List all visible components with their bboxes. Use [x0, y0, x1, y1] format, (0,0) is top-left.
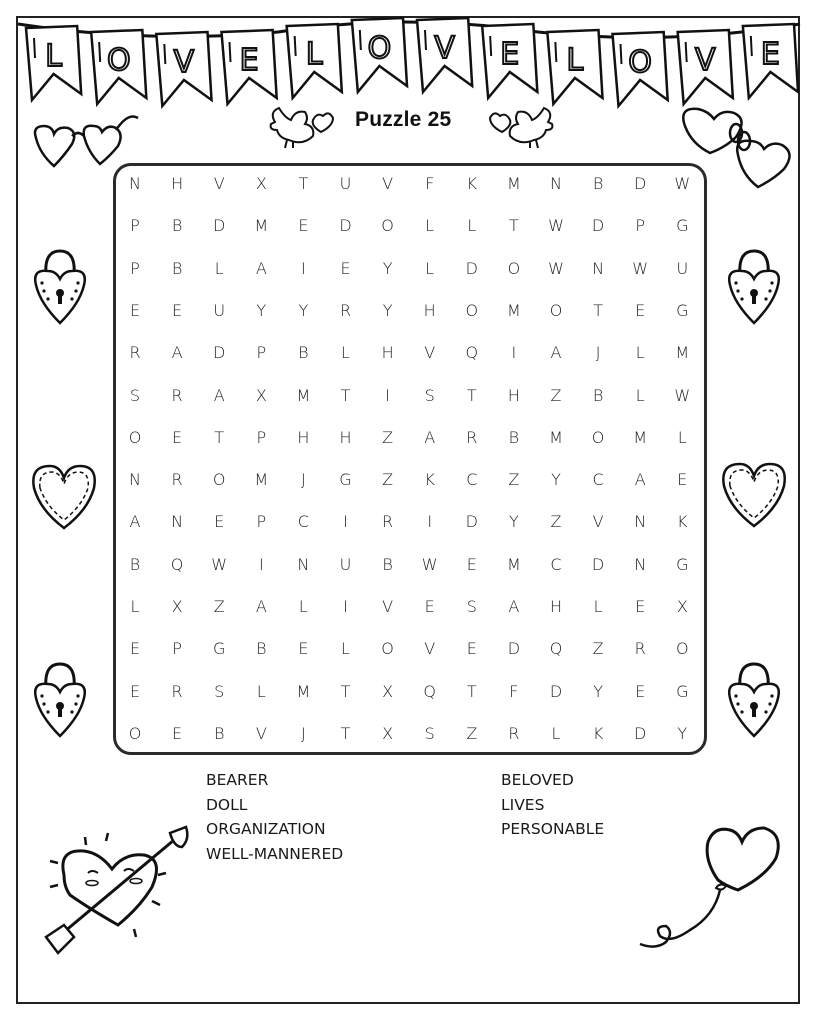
- love-banner: [18, 14, 800, 104]
- grid-cell[interactable]: M: [254, 216, 269, 236]
- grid-cell[interactable]: L: [677, 427, 687, 447]
- grid-cell[interactable]: Z: [382, 427, 394, 447]
- grid-cell[interactable]: H: [423, 300, 436, 320]
- banner-flag: [287, 24, 342, 98]
- grid-cell[interactable]: D: [213, 343, 226, 363]
- grid-cell[interactable]: L: [467, 216, 477, 236]
- grid-cell[interactable]: A: [634, 470, 646, 490]
- grid-cell[interactable]: Q: [465, 343, 479, 363]
- heart-glasses-icon: [28, 108, 143, 173]
- banner-flag: [678, 30, 733, 104]
- grid-cell[interactable]: L: [256, 681, 266, 701]
- banner-letter: O: [367, 31, 392, 66]
- grid-cell[interactable]: P: [256, 427, 267, 447]
- grid-cell[interactable]: Y: [509, 512, 519, 532]
- grid-cell[interactable]: V: [255, 723, 267, 743]
- grid-cell[interactable]: I: [385, 385, 390, 405]
- grid-cell[interactable]: J: [595, 343, 601, 363]
- grid-cell[interactable]: Y: [382, 300, 393, 320]
- grid-cell[interactable]: L: [635, 385, 645, 405]
- grid-cell[interactable]: D: [465, 512, 478, 532]
- grid-cell[interactable]: N: [129, 174, 141, 193]
- grid-cell[interactable]: E: [635, 681, 646, 701]
- grid-cell[interactable]: D: [213, 216, 226, 236]
- grid-cell[interactable]: V: [213, 174, 225, 193]
- grid-cell[interactable]: B: [508, 427, 520, 447]
- dove-with-heart-icon: [478, 100, 558, 150]
- grid-cell[interactable]: O: [128, 723, 142, 743]
- grid-cell[interactable]: M: [675, 343, 690, 363]
- banner-flag: [222, 30, 277, 104]
- grid-cell[interactable]: E: [129, 300, 141, 320]
- banner-letter: V: [434, 31, 455, 66]
- grid-cell[interactable]: P: [635, 216, 646, 236]
- grid-cell[interactable]: E: [172, 300, 183, 320]
- banner-letter: L: [566, 43, 584, 78]
- grid-cell[interactable]: T: [214, 427, 225, 447]
- grid-cell[interactable]: R: [466, 427, 478, 447]
- grid-cell[interactable]: V: [424, 343, 436, 363]
- grid-cell[interactable]: A: [508, 597, 520, 616]
- grid-cell[interactable]: E: [466, 554, 477, 574]
- grid-cell[interactable]: K: [466, 174, 478, 193]
- grid-cell[interactable]: G: [339, 470, 352, 490]
- stitched-heart-icon: [718, 456, 790, 531]
- word-item: BEARER: [206, 771, 269, 789]
- grid-cell[interactable]: T: [298, 174, 309, 193]
- grid-cell[interactable]: N: [592, 258, 605, 278]
- grid-cell[interactable]: W: [632, 258, 649, 278]
- grid-cell[interactable]: O: [676, 639, 689, 659]
- grid-cell[interactable]: R: [171, 470, 183, 490]
- grid-cell[interactable]: N: [171, 512, 184, 532]
- grid-cell[interactable]: I: [343, 512, 348, 532]
- heart-padlock-icon: [724, 658, 784, 743]
- word-item: DOLL: [206, 795, 248, 814]
- grid-cell[interactable]: M: [506, 554, 521, 574]
- grid-cell[interactable]: R: [171, 681, 183, 701]
- grid-cell[interactable]: C: [592, 470, 604, 490]
- grid-cell[interactable]: C: [466, 470, 478, 490]
- grid-cell[interactable]: G: [212, 639, 226, 659]
- grid-cell[interactable]: U: [213, 300, 226, 320]
- banner-letter: V: [173, 45, 195, 80]
- grid-cell[interactable]: G: [676, 554, 689, 574]
- grid-cell[interactable]: E: [466, 639, 477, 659]
- grid-cell[interactable]: S: [466, 597, 477, 616]
- title-row: [260, 100, 560, 150]
- grid-cell[interactable]: L: [130, 597, 140, 616]
- grid-cell[interactable]: J: [301, 723, 306, 743]
- grid-cell[interactable]: O: [549, 300, 563, 320]
- heart-balloon-icon: [630, 820, 790, 955]
- grid-cell[interactable]: E: [172, 427, 183, 447]
- grid-cell[interactable]: O: [381, 216, 394, 236]
- grid-cell[interactable]: E: [172, 723, 183, 743]
- grid-cell[interactable]: E: [214, 512, 225, 532]
- grid-cell[interactable]: B: [213, 723, 225, 743]
- grid-cell[interactable]: S: [214, 681, 225, 701]
- grid-cell[interactable]: Q: [170, 554, 184, 574]
- grid-cell[interactable]: N: [550, 174, 562, 193]
- heart-arrow-icon: [40, 825, 195, 960]
- word-item: LIVES: [501, 795, 545, 814]
- grid-cell[interactable]: H: [381, 343, 394, 363]
- grid-cell[interactable]: E: [129, 681, 141, 701]
- grid-cell[interactable]: V: [592, 512, 604, 532]
- grid-cell[interactable]: U: [676, 258, 689, 278]
- grid-cell[interactable]: W: [211, 554, 228, 574]
- grid-cell[interactable]: X: [255, 174, 267, 193]
- dove-with-heart-icon: [265, 100, 345, 150]
- grid-cell[interactable]: K: [424, 470, 435, 490]
- word-list-left: [206, 768, 343, 866]
- grid-cell[interactable]: S: [129, 385, 141, 405]
- grid-cell[interactable]: R: [339, 300, 352, 320]
- grid-cell[interactable]: X: [676, 597, 688, 616]
- grid-cell[interactable]: D: [591, 216, 605, 236]
- grid-cell[interactable]: I: [301, 258, 306, 278]
- grid-cell[interactable]: D: [591, 554, 605, 574]
- grid-cell[interactable]: H: [549, 597, 563, 616]
- grid-cell[interactable]: L: [298, 597, 308, 616]
- grid-cell[interactable]: T: [340, 385, 351, 405]
- grid-cell[interactable]: L: [551, 723, 561, 743]
- grid-cell[interactable]: B: [171, 258, 183, 278]
- word-list-right: [501, 768, 604, 842]
- grid-cell[interactable]: C: [550, 554, 562, 574]
- grid-cell[interactable]: W: [674, 174, 691, 193]
- grid-cell[interactable]: B: [171, 216, 183, 236]
- grid-cell[interactable]: D: [465, 258, 478, 278]
- grid-cell[interactable]: D: [339, 216, 352, 236]
- heart-padlock-icon: [30, 245, 90, 330]
- grid-cell[interactable]: P: [130, 258, 140, 278]
- grid-cell[interactable]: D: [507, 639, 521, 659]
- banner-letter: L: [45, 39, 62, 74]
- grid-cell[interactable]: Y: [382, 258, 393, 278]
- grid-cell[interactable]: M: [296, 385, 311, 405]
- grid-cell[interactable]: W: [674, 385, 691, 405]
- grid-cell[interactable]: E: [129, 639, 141, 659]
- grid-cell[interactable]: E: [677, 470, 688, 490]
- stitched-heart-icon: [28, 458, 100, 533]
- grid-cell[interactable]: E: [635, 597, 646, 616]
- banner-flag: [26, 26, 81, 100]
- grid-cell[interactable]: L: [341, 639, 350, 659]
- banner-string-icon: [18, 14, 800, 104]
- grid-cell[interactable]: X: [382, 681, 394, 701]
- grid-cell[interactable]: O: [128, 427, 142, 447]
- grid-cell[interactable]: H: [171, 174, 184, 193]
- grid-cell[interactable]: C: [297, 512, 309, 532]
- banner-flag: [91, 30, 146, 104]
- grid-cell[interactable]: O: [507, 258, 521, 278]
- grid-cell[interactable]: Y: [593, 681, 603, 701]
- grid-cell[interactable]: N: [634, 554, 647, 574]
- grid-cell[interactable]: X: [171, 597, 183, 616]
- grid-cell[interactable]: K: [677, 512, 688, 532]
- grid-cell[interactable]: V: [424, 639, 436, 659]
- word-item: WELL-MANNERED: [206, 844, 344, 863]
- grid-cell[interactable]: A: [255, 258, 267, 278]
- grid-cell[interactable]: W: [548, 216, 564, 236]
- banner-flag: [547, 30, 602, 104]
- grid-cell[interactable]: F: [509, 681, 519, 701]
- grid-cell[interactable]: U: [339, 174, 352, 193]
- grid-cell[interactable]: B: [129, 554, 141, 574]
- grid-cell[interactable]: A: [255, 597, 267, 616]
- puzzle-title: Puzzle 25: [355, 108, 452, 131]
- grid-cell[interactable]: V: [382, 174, 394, 193]
- grid-cell[interactable]: A: [424, 427, 436, 447]
- grid-cell[interactable]: S: [424, 385, 435, 405]
- word-item: BELOVED: [501, 771, 574, 789]
- grid-cell[interactable]: B: [382, 554, 393, 574]
- grid-cell[interactable]: A: [213, 385, 225, 405]
- grid-cell[interactable]: B: [298, 343, 309, 363]
- grid-cell[interactable]: P: [256, 512, 267, 532]
- grid-cell[interactable]: L: [593, 597, 603, 616]
- grid-cell[interactable]: L: [341, 343, 350, 363]
- grid-cell[interactable]: D: [549, 681, 563, 701]
- grid-cell[interactable]: A: [171, 343, 183, 363]
- grid-cell[interactable]: E: [298, 216, 309, 236]
- banner-flag: [613, 32, 668, 106]
- grid-cell[interactable]: L: [635, 343, 645, 363]
- grid-cell[interactable]: H: [507, 385, 520, 405]
- grid-cell[interactable]: G: [676, 216, 689, 236]
- grid-cell[interactable]: P: [256, 343, 267, 363]
- grid-cell[interactable]: X: [382, 723, 394, 743]
- banner-letter: V: [694, 43, 716, 78]
- banner-letter: E: [760, 37, 780, 72]
- grid-cell[interactable]: T: [466, 681, 477, 701]
- grid-cell[interactable]: T: [466, 385, 477, 405]
- grid-cell[interactable]: R: [129, 343, 141, 363]
- grid-cell[interactable]: N: [634, 512, 647, 532]
- grid-cell[interactable]: Z: [466, 723, 478, 743]
- grid-cell[interactable]: M: [254, 470, 269, 490]
- grid-cell[interactable]: O: [465, 300, 479, 320]
- banner-flag: [417, 18, 472, 92]
- grid-cell[interactable]: P: [130, 216, 140, 236]
- grid-cell[interactable]: T: [509, 216, 519, 236]
- grid-cell[interactable]: M: [296, 681, 311, 701]
- banner-letter: E: [500, 37, 520, 72]
- grid-cell[interactable]: N: [129, 470, 141, 490]
- grid-cell[interactable]: W: [548, 258, 564, 278]
- grid-cell[interactable]: Z: [550, 385, 562, 405]
- banner-letter: O: [628, 45, 652, 80]
- grid-cell[interactable]: T: [340, 681, 351, 701]
- grid-cell[interactable]: O: [212, 470, 226, 490]
- grid-cell[interactable]: Y: [256, 300, 267, 320]
- grid-cell[interactable]: V: [382, 597, 394, 616]
- grid-cell[interactable]: E: [424, 597, 435, 616]
- grid-cell[interactable]: D: [634, 723, 647, 743]
- grid-cell[interactable]: E: [340, 258, 351, 278]
- grid-cell[interactable]: A: [129, 512, 141, 532]
- grid-cell[interactable]: D: [634, 174, 647, 193]
- grid-cell[interactable]: I: [343, 597, 348, 616]
- word-item: PERSONABLE: [501, 820, 605, 838]
- grid-cell[interactable]: E: [298, 639, 309, 659]
- grid-cell[interactable]: I: [511, 343, 517, 363]
- heart-padlock-icon: [30, 658, 90, 743]
- grid-cell[interactable]: N: [297, 554, 310, 574]
- grid-cell[interactable]: R: [382, 512, 394, 532]
- grid-cell[interactable]: Z: [550, 512, 562, 532]
- banner-letter: O: [106, 43, 131, 78]
- heart-padlock-icon: [724, 245, 784, 330]
- linked-hearts-icon: [676, 103, 796, 193]
- grid-cell[interactable]: T: [340, 723, 351, 743]
- grid-cell[interactable]: L: [425, 216, 435, 236]
- grid-cell[interactable]: O: [591, 427, 605, 447]
- grid-cell[interactable]: Y: [298, 300, 309, 320]
- grid-cell[interactable]: Z: [508, 470, 520, 490]
- grid-cell[interactable]: T: [593, 300, 603, 320]
- grid-cell[interactable]: Z: [592, 639, 604, 659]
- letter-grid[interactable]: [113, 163, 707, 755]
- banner-flag: [482, 24, 537, 98]
- grid-cell[interactable]: L: [425, 258, 435, 278]
- grid-cell[interactable]: Z: [213, 597, 225, 616]
- grid-cell[interactable]: X: [255, 385, 267, 405]
- grid-cell[interactable]: I: [258, 554, 264, 574]
- grid-cell[interactable]: M: [549, 427, 563, 447]
- banner-flag: [352, 18, 407, 92]
- banner-letter: E: [239, 43, 259, 78]
- banner-letter: L: [305, 37, 323, 72]
- grid-cell[interactable]: U: [339, 554, 352, 574]
- grid-cell[interactable]: K: [592, 723, 604, 743]
- grid-cell[interactable]: L: [214, 258, 224, 278]
- grid-cell[interactable]: G: [676, 300, 689, 320]
- grid-cell[interactable]: F: [425, 174, 435, 193]
- grid-cell[interactable]: Q: [423, 681, 436, 701]
- grid-cell[interactable]: R: [634, 639, 646, 659]
- grid-cell[interactable]: B: [256, 639, 267, 659]
- grid-cell[interactable]: R: [171, 385, 183, 405]
- grid-cell[interactable]: H: [297, 427, 310, 447]
- grid-cell[interactable]: H: [339, 427, 352, 447]
- grid-cell[interactable]: A: [550, 343, 562, 363]
- banner-flag: [743, 24, 798, 98]
- grid-cell[interactable]: Y: [677, 723, 688, 743]
- grid-cell[interactable]: B: [592, 174, 604, 193]
- grid-cell[interactable]: O: [381, 639, 394, 659]
- grid-cell[interactable]: R: [508, 723, 520, 743]
- grid-cell[interactable]: E: [635, 300, 646, 320]
- grid-cell[interactable]: Z: [382, 470, 394, 490]
- grid-cell[interactable]: B: [592, 385, 604, 405]
- banner-flag: [156, 32, 211, 106]
- word-item: ORGANIZATION: [206, 820, 326, 838]
- grid-cell[interactable]: G: [676, 681, 689, 701]
- grid-cell[interactable]: Q: [549, 639, 563, 659]
- grid-cell[interactable]: W: [421, 554, 438, 574]
- grid-cell[interactable]: M: [506, 174, 521, 193]
- grid-cell[interactable]: M: [633, 427, 648, 447]
- grid-cell[interactable]: P: [172, 639, 182, 659]
- grid-cell[interactable]: Y: [551, 470, 561, 490]
- grid-cell[interactable]: S: [424, 723, 435, 743]
- grid-cell[interactable]: I: [427, 512, 433, 532]
- grid-cell[interactable]: J: [301, 470, 306, 490]
- grid-cell[interactable]: M: [506, 300, 521, 320]
